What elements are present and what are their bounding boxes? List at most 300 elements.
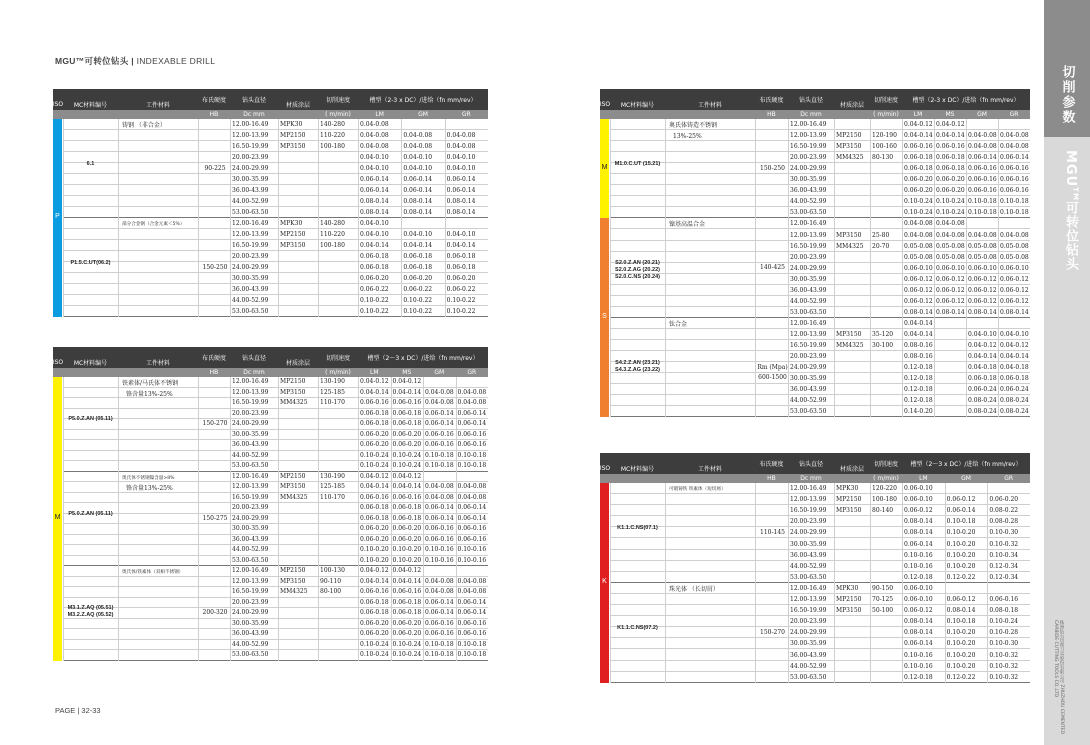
col-feed: 槽型（2-3 x DC）/进给（fn mm/rev） bbox=[369, 97, 477, 104]
workpiece-material: 可锻铸铁 铁素体（短切屑） bbox=[669, 487, 726, 492]
feed-cell-gr: 0.06-0.14 bbox=[457, 514, 487, 522]
feed-cell-gm: 0.06-0.12 bbox=[946, 596, 976, 603]
table-row bbox=[610, 616, 1030, 627]
column-divider bbox=[391, 377, 392, 661]
column-divider bbox=[318, 377, 319, 661]
diameter-cell: 12.00-13.99 bbox=[790, 132, 827, 140]
feed-cell-gm: 0.10-0.20 bbox=[946, 640, 976, 648]
feed-cell-lm: 0.08-0.14 bbox=[904, 518, 933, 526]
feed-cell-lm: 0.05-0.08 bbox=[904, 253, 933, 261]
col-diameter: 钻头直径 bbox=[798, 461, 823, 468]
table-row bbox=[610, 329, 1030, 340]
feed-cell-gr: 0.06-0.16 bbox=[1000, 165, 1029, 173]
feed-cell-gr: 0.04-0.08 bbox=[457, 493, 487, 501]
iso-color-bar bbox=[600, 483, 609, 583]
feed-cell-lm: 0.06-0.18 bbox=[360, 514, 389, 522]
feed-cell-gm: 0.06-0.16 bbox=[425, 619, 454, 627]
table-body bbox=[53, 119, 488, 317]
feed-cell-gm: 0.06-0.20 bbox=[403, 275, 433, 282]
feed-cell-ms: 0.06-0.18 bbox=[936, 154, 965, 162]
feed-cell-gm: 0.10-0.22 bbox=[403, 297, 433, 304]
table-row bbox=[610, 296, 1030, 307]
diameter-cell: 36.00-43.99 bbox=[232, 441, 269, 448]
feed-cell-gr: 0.08-0.28 bbox=[989, 518, 1019, 526]
speed-cell: 100-180 bbox=[872, 496, 897, 504]
feed-cell-gm: 0.10-0.20 bbox=[946, 651, 976, 659]
feed-cell-gm: 0.06-0.16 bbox=[425, 630, 454, 637]
table-row bbox=[63, 130, 488, 141]
feed-cell-ms: 0.10-0.24 bbox=[936, 209, 965, 217]
diameter-cell: 30.00-35.99 bbox=[790, 275, 827, 283]
grade-cell: MP2150 bbox=[836, 496, 862, 504]
table-row bbox=[63, 229, 488, 240]
diameter-cell: 20.00-23.99 bbox=[790, 253, 827, 261]
feed-cell-gr: 0.08-0.18 bbox=[989, 607, 1019, 615]
grade-cell: MP3150 bbox=[836, 507, 862, 515]
feed-cell-gr: 0.08-0.22 bbox=[989, 507, 1019, 515]
section-tab[interactable]: 切削参数 bbox=[1044, 0, 1090, 137]
column-divider bbox=[278, 119, 279, 317]
feed-cell-gr: 0.04-0.10 bbox=[1000, 330, 1029, 338]
feed-cell-gr: 0.06-0.14 bbox=[457, 504, 487, 511]
feed-cell-lm: 0.06-0.18 bbox=[360, 253, 389, 260]
feed-cell-lm: 0.04-0.14 bbox=[904, 132, 933, 140]
feed-cell-gm: 0.10-0.16 bbox=[425, 556, 454, 564]
table-row bbox=[63, 273, 488, 284]
col-gr: GR bbox=[1009, 111, 1019, 118]
speed-cell: 20-70 bbox=[872, 242, 890, 250]
table-row bbox=[63, 141, 488, 152]
diameter-cell: 12.00-16.49 bbox=[790, 121, 827, 128]
feed-cell-lm: 0.06-0.18 bbox=[360, 609, 389, 616]
feed-cell-lm: 0.04-0.08 bbox=[904, 220, 933, 228]
feed-cell-gm: 0.08-0.14 bbox=[403, 198, 433, 205]
diameter-cell: 16.50-19.99 bbox=[790, 242, 827, 250]
feed-cell-gr: 0.10-0.18 bbox=[457, 651, 487, 658]
iso-color-bar bbox=[600, 583, 609, 683]
table-row bbox=[63, 259, 488, 273]
feed-cell-lm: 0.06-0.18 bbox=[360, 598, 389, 606]
hardness-value: 90-225 bbox=[204, 164, 226, 172]
diameter-cell: 30.00-35.99 bbox=[232, 525, 269, 532]
feed-cell-ms: 0.06-0.20 bbox=[936, 176, 965, 184]
feed-cell-ms: 0.06-0.18 bbox=[936, 165, 965, 173]
feed-cell-gm: 0.04-0.10 bbox=[403, 154, 433, 161]
feed-cell-lm: 0.10-0.16 bbox=[904, 551, 933, 559]
diameter-cell: 20.00-23.99 bbox=[790, 353, 827, 361]
column-divider bbox=[610, 483, 611, 683]
col-ms: MS bbox=[402, 369, 412, 376]
feed-cell-ms: 0.04-0.08 bbox=[936, 231, 965, 239]
feed-cell-gm: 0.06-0.10 bbox=[968, 264, 997, 272]
feed-cell-gr: 0.10-0.32 bbox=[989, 651, 1019, 659]
grade-cell: MP3150 bbox=[280, 577, 306, 585]
table-row bbox=[63, 545, 488, 556]
feed-cell-gm: 0.04-0.08 bbox=[425, 399, 454, 406]
feed-cell-gr: 0.10-0.22 bbox=[446, 297, 476, 304]
feed-cell-gm: 0.04-0.08 bbox=[403, 132, 433, 139]
speed-cell: 90-110 bbox=[320, 577, 342, 585]
feed-cell-gr: 0.06-0.16 bbox=[457, 441, 487, 448]
feed-cell-ms: 0.04-0.12 bbox=[392, 378, 422, 385]
feed-cell-lm: 0.06-0.20 bbox=[360, 525, 389, 532]
table-row bbox=[63, 398, 488, 409]
table-header bbox=[600, 453, 1030, 483]
feed-cell-ms: 0.04-0.14 bbox=[936, 132, 965, 140]
table-row bbox=[610, 572, 1030, 583]
feed-cell-gr: 0.04-0.12 bbox=[1000, 342, 1029, 349]
speed-cell: 110-170 bbox=[320, 399, 345, 406]
hardness-value: 150-275 bbox=[202, 514, 228, 522]
diameter-cell: 12.00-13.99 bbox=[232, 231, 269, 238]
diameter-cell: 53.00-63.50 bbox=[232, 651, 269, 658]
table-row bbox=[610, 661, 1030, 672]
mc-code: M3.1.Z.AQ (05.51) M3.2.Z.AQ (05.52) bbox=[67, 605, 114, 619]
mc-code: S4.2.Z.AN (23.21) S4.3.Z.AG (23.22) bbox=[615, 359, 660, 373]
feed-cell-gm: 0.06-0.16 bbox=[425, 525, 454, 532]
feed-cell-ms: 0.06-0.18 bbox=[392, 598, 422, 606]
feed-cell-ms: 0.10-0.20 bbox=[392, 556, 422, 564]
diameter-cell: 24.00-29.99 bbox=[232, 420, 269, 427]
feed-cell-lm: 0.10-0.16 bbox=[904, 562, 933, 570]
feed-cell-lm: 0.06-0.22 bbox=[360, 286, 389, 293]
feed-cell-lm: 0.06-0.20 bbox=[360, 630, 389, 637]
feed-cell-gr: 0.04-0.10 bbox=[446, 165, 476, 172]
feed-cell-lm: 0.05-0.08 bbox=[904, 242, 933, 250]
diameter-cell: 36.00-43.99 bbox=[232, 187, 269, 194]
diameter-cell: 30.00-35.99 bbox=[790, 176, 827, 184]
product-tab bbox=[1054, 150, 1080, 271]
table-row bbox=[63, 207, 488, 218]
workpiece-material: 珠光体 （长切屑） bbox=[669, 585, 719, 593]
table-row bbox=[610, 252, 1030, 263]
header-title-en: INDEXABLE DRILL bbox=[136, 56, 216, 66]
feed-cell-gr: 0.10-0.18 bbox=[1000, 209, 1029, 217]
hardness-value: 140-425 bbox=[760, 264, 785, 272]
grade-cell: MP3150 bbox=[836, 607, 862, 615]
feed-cell-ms: 0.06-0.12 bbox=[936, 286, 965, 294]
feed-cell-lm: 0.10-0.16 bbox=[904, 662, 933, 670]
feed-cell-gm: 0.06-0.18 bbox=[968, 375, 997, 383]
feed-cell-lm: 0.06-0.10 bbox=[904, 496, 933, 504]
feed-cell-gr: 0.10-0.16 bbox=[457, 546, 487, 553]
workpiece-material: 奥氏体铸造不锈钢 bbox=[669, 122, 718, 129]
feed-cell-gm: 0.10-0.22 bbox=[403, 308, 433, 315]
feed-cell-gr: 0.04-0.10 bbox=[446, 154, 476, 161]
feed-cell-gm: 0.06-0.16 bbox=[968, 176, 997, 184]
diameter-cell: 44.00-52.99 bbox=[790, 297, 827, 305]
column-divider bbox=[902, 483, 903, 683]
col-feed: 槽型（2～3 x DC）/进给（fn mm/rev） bbox=[367, 355, 479, 362]
feed-cell-gr: 0.04-0.14 bbox=[446, 242, 476, 249]
speed-cell: 80-100 bbox=[320, 588, 342, 595]
grade-cell: MP2150 bbox=[280, 567, 306, 574]
hardness-value: 110-145 bbox=[760, 528, 785, 536]
feed-cell-gr: 0.06-0.14 bbox=[457, 420, 487, 427]
diameter-cell: 44.00-52.99 bbox=[232, 451, 269, 459]
workpiece-material-2: 铬含量13%-25% bbox=[126, 390, 173, 398]
hardness-value: Rm (Mpa) 600-1500 bbox=[757, 363, 788, 381]
col-iso: ISO bbox=[599, 464, 611, 472]
mc-code: 6.1 bbox=[86, 160, 95, 167]
workpiece-material: 铁素体/马氏体不锈钢 bbox=[122, 380, 179, 387]
col-gr: GR bbox=[461, 111, 471, 118]
col-lm: LM bbox=[375, 111, 384, 118]
diameter-cell: 53.00-63.50 bbox=[790, 308, 827, 316]
iso-label: S bbox=[602, 312, 607, 320]
table-header bbox=[53, 347, 488, 377]
feed-cell-lm: 0.08-0.14 bbox=[360, 209, 389, 216]
feed-cell-ms: 0.06-0.16 bbox=[392, 588, 422, 595]
mc-code: P5.0.Z.AN (05.11) bbox=[68, 510, 113, 517]
workpiece-material: 奥氏体不锈钢镍含量>8% bbox=[122, 475, 175, 481]
diameter-cell: 53.00-63.50 bbox=[232, 556, 269, 564]
column-divider bbox=[198, 119, 199, 317]
table-row bbox=[610, 650, 1030, 661]
feed-cell-lm: 0.10-0.24 bbox=[904, 209, 933, 217]
feed-cell-lm: 0.06-0.20 bbox=[360, 619, 389, 627]
feed-cell-gm: 0.06-0.18 bbox=[403, 264, 433, 271]
column-divider bbox=[230, 377, 231, 661]
table-row bbox=[610, 340, 1030, 351]
feed-cell-gr: 0.10-0.28 bbox=[989, 629, 1019, 637]
diameter-cell: 36.00-43.99 bbox=[790, 386, 827, 394]
diameter-cell: 12.00-16.49 bbox=[232, 472, 269, 480]
column-divider bbox=[198, 377, 199, 661]
grade-cell: MM4325 bbox=[280, 399, 308, 406]
feed-cell-gm: 0.06-0.14 bbox=[968, 154, 997, 162]
feed-cell-gr: 0.06-0.16 bbox=[457, 430, 487, 438]
col-hb: HB bbox=[767, 111, 776, 118]
feed-cell-gr: 0.06-0.14 bbox=[446, 187, 476, 194]
column-divider bbox=[834, 483, 835, 683]
diameter-cell: 12.00-13.99 bbox=[232, 483, 269, 490]
feed-cell-gr: 0.06-0.16 bbox=[989, 596, 1019, 603]
column-divider bbox=[665, 119, 666, 417]
feed-cell-gm: 0.04-0.10 bbox=[403, 231, 433, 238]
speed-cell: 100-160 bbox=[872, 143, 897, 151]
feed-cell-gm: 0.04-0.08 bbox=[425, 577, 454, 585]
hardness-value: 150-250 bbox=[202, 263, 228, 271]
feed-cell-lm: 0.12-0.18 bbox=[904, 364, 933, 372]
col-grade: 材质涂层 bbox=[839, 101, 864, 109]
grade-cell: MP2150 bbox=[280, 132, 306, 139]
feed-cell-lm: 0.08-0.14 bbox=[904, 529, 933, 537]
col-speed: 切削速度 bbox=[873, 461, 898, 468]
table-row bbox=[610, 185, 1030, 196]
table-row bbox=[63, 295, 488, 306]
feed-cell-ms: 0.10-0.24 bbox=[392, 640, 422, 648]
speed-cell: 125-185 bbox=[320, 483, 345, 490]
feed-cell-gr: 0.06-0.24 bbox=[1000, 386, 1029, 394]
table-row bbox=[610, 263, 1030, 274]
feed-cell-gr: 0.10-0.18 bbox=[457, 640, 487, 648]
col-dc: Dc mm bbox=[800, 475, 822, 482]
diameter-cell: 44.00-52.99 bbox=[232, 297, 269, 304]
feed-cell-ms: 0.04-0.12 bbox=[392, 472, 422, 480]
diameter-cell: 36.00-43.99 bbox=[790, 651, 827, 659]
column-divider bbox=[902, 119, 903, 417]
iso-color-bar bbox=[53, 566, 62, 661]
table-row bbox=[610, 395, 1030, 406]
feed-cell-gm: 0.05-0.08 bbox=[968, 253, 997, 261]
col-feed: 槽型（2～3 x DC）/进给（fn mm/rev） bbox=[910, 461, 1022, 468]
feed-cell-lm: 0.06-0.18 bbox=[360, 504, 389, 511]
feed-cell-gm: 0.10-0.18 bbox=[968, 209, 997, 217]
diameter-cell: 36.00-43.99 bbox=[232, 286, 269, 293]
feed-cell-lm: 0.08-0.16 bbox=[904, 342, 933, 349]
header-separator: | bbox=[131, 56, 134, 66]
feed-cell-gm: 0.10-0.20 bbox=[946, 529, 976, 537]
table-row bbox=[63, 556, 488, 567]
speed-cell: 35-120 bbox=[872, 330, 894, 338]
diameter-cell: 12.00-16.49 bbox=[232, 567, 269, 574]
feed-cell-gr: 0.06-0.16 bbox=[457, 525, 487, 532]
feed-cell-lm: 0.08-0.14 bbox=[360, 198, 389, 205]
feed-cell-lm: 0.04-0.10 bbox=[360, 231, 389, 238]
table-row bbox=[63, 430, 488, 441]
speed-cell: 110-170 bbox=[320, 493, 345, 501]
table-row bbox=[610, 274, 1030, 285]
table-row bbox=[63, 577, 488, 588]
iso-label: M bbox=[601, 163, 608, 171]
feed-cell-ms: 0.06-0.20 bbox=[392, 525, 422, 532]
feed-cell-gm: 0.06-0.14 bbox=[425, 504, 454, 511]
diameter-cell: 16.50-19.99 bbox=[232, 399, 269, 406]
feed-cell-gr: 0.04-0.08 bbox=[1000, 143, 1029, 151]
col-gm: GM bbox=[434, 369, 445, 376]
diameter-cell: 20.00-23.99 bbox=[232, 253, 269, 260]
feed-cell-lm: 0.10-0.20 bbox=[360, 546, 389, 553]
feed-cell-ms: 0.04-0.12 bbox=[392, 567, 422, 574]
feed-cell-lm: 0.06-0.16 bbox=[360, 588, 389, 595]
feed-cell-lm: 0.10-0.24 bbox=[360, 651, 389, 658]
feed-cell-gr: 0.06-0.14 bbox=[457, 609, 487, 616]
col-ms: MS bbox=[945, 111, 955, 118]
grade-cell: MM4325 bbox=[836, 242, 864, 250]
table-row bbox=[610, 561, 1030, 572]
table-row bbox=[63, 419, 488, 430]
grade-cell: MP3150 bbox=[280, 143, 306, 150]
col-dc: Dc mm bbox=[243, 111, 265, 118]
feed-cell-ms: 0.06-0.16 bbox=[392, 493, 422, 501]
table-row bbox=[63, 284, 488, 295]
feed-cell-gr: 0.06-0.20 bbox=[989, 496, 1019, 504]
table-row bbox=[63, 461, 488, 472]
feed-cell-ms: 0.06-0.10 bbox=[936, 264, 965, 272]
grade-cell: MPK30 bbox=[836, 584, 859, 592]
workpiece-material-2: 铬含量13%-25% bbox=[126, 485, 173, 492]
table-row bbox=[63, 503, 488, 514]
feed-cell-lm: 0.06-0.12 bbox=[904, 607, 933, 615]
feed-cell-gm: 0.12-0.22 bbox=[946, 673, 976, 681]
feed-cell-lm: 0.06-0.18 bbox=[360, 409, 389, 417]
col-vc: ( m/min) bbox=[325, 369, 351, 376]
feed-cell-lm: 0.06-0.12 bbox=[904, 275, 933, 283]
feed-cell-gm: 0.08-0.24 bbox=[968, 408, 997, 416]
column-divider bbox=[318, 119, 319, 317]
feed-cell-gr: 0.06-0.18 bbox=[446, 264, 476, 271]
feed-cell-ms: 0.06-0.18 bbox=[392, 420, 422, 427]
column-divider bbox=[870, 119, 871, 417]
table-row bbox=[610, 152, 1030, 163]
feed-cell-gm: 0.06-0.16 bbox=[425, 535, 454, 543]
col-grade: 材质涂层 bbox=[839, 465, 864, 473]
speed-cell: 130-190 bbox=[320, 378, 345, 385]
feed-cell-lm: 0.10-0.24 bbox=[360, 640, 389, 648]
speed-cell: 120-190 bbox=[872, 132, 897, 140]
feed-cell-gm: 0.10-0.16 bbox=[425, 546, 454, 553]
col-gm: GM bbox=[418, 111, 428, 118]
page-header bbox=[55, 55, 215, 67]
col-lm: LM bbox=[919, 475, 928, 482]
diameter-cell: 36.00-43.99 bbox=[790, 551, 827, 559]
table-row bbox=[610, 505, 1030, 516]
table-header bbox=[600, 89, 1030, 119]
col-iso: ISO bbox=[52, 358, 64, 366]
table-row bbox=[63, 240, 488, 251]
page-number: PAGE | 32-33 bbox=[55, 706, 101, 715]
feed-cell-lm: 0.04-0.08 bbox=[904, 231, 933, 239]
col-speed: 切削速度 bbox=[325, 97, 350, 104]
feed-cell-gr: 0.10-0.32 bbox=[989, 673, 1019, 681]
feed-cell-gr: 0.06-0.18 bbox=[446, 253, 476, 260]
feed-cell-lm: 0.04-0.14 bbox=[360, 388, 389, 396]
speed-cell: 100-180 bbox=[320, 143, 345, 150]
diameter-cell: 16.50-19.99 bbox=[790, 342, 827, 349]
col-workpiece: 工件材料 bbox=[697, 465, 722, 473]
feed-cell-gm: 0.06-0.14 bbox=[425, 420, 454, 427]
feed-cell-lm: 0.10-0.24 bbox=[360, 462, 389, 469]
table-row bbox=[63, 535, 488, 546]
feed-cell-gm: 0.10-0.18 bbox=[946, 618, 976, 626]
table-body bbox=[53, 377, 488, 661]
feed-cell-lm: 0.06-0.14 bbox=[904, 540, 933, 548]
diameter-cell: 53.00-63.50 bbox=[232, 462, 269, 469]
column-divider bbox=[118, 119, 119, 317]
grade-cell: MPK30 bbox=[280, 220, 303, 227]
iso-color-bar bbox=[600, 318, 609, 417]
speed-cell: 25-80 bbox=[872, 231, 890, 239]
col-mc: MC材料编号 bbox=[73, 101, 108, 109]
diameter-cell: 12.00-16.49 bbox=[790, 485, 827, 492]
table-row bbox=[63, 174, 488, 185]
feed-cell-gm: 0.06-0.12 bbox=[968, 297, 997, 305]
table-row bbox=[63, 152, 488, 163]
grade-cell: MP3150 bbox=[280, 242, 306, 249]
speed-cell: 30-100 bbox=[872, 342, 894, 349]
feed-cell-lm: 0.06-0.20 bbox=[360, 441, 389, 448]
diameter-cell: 16.50-19.99 bbox=[232, 242, 269, 249]
grade-cell: MM4325 bbox=[836, 342, 864, 349]
table-row bbox=[610, 359, 1030, 373]
table-row bbox=[63, 196, 488, 207]
feed-cell-gr: 0.06-0.14 bbox=[457, 409, 487, 417]
feed-cell-gm: 0.10-0.18 bbox=[946, 518, 976, 526]
column-divider bbox=[445, 119, 446, 317]
column-divider bbox=[934, 119, 935, 417]
table-row bbox=[610, 550, 1030, 561]
feed-cell-ms: 0.10-0.20 bbox=[392, 546, 422, 553]
table-body bbox=[600, 483, 1030, 683]
diameter-cell: 24.00-29.99 bbox=[790, 529, 827, 537]
diameter-cell: 12.00-16.49 bbox=[790, 319, 827, 327]
feed-cell-gr: 0.10-0.18 bbox=[457, 462, 487, 469]
feed-cell-lm: 0.14-0.20 bbox=[904, 408, 933, 416]
speed-cell: 70-125 bbox=[872, 596, 894, 603]
diameter-cell: 36.00-43.99 bbox=[790, 286, 827, 294]
feed-cell-ms: 0.10-0.24 bbox=[936, 198, 965, 206]
